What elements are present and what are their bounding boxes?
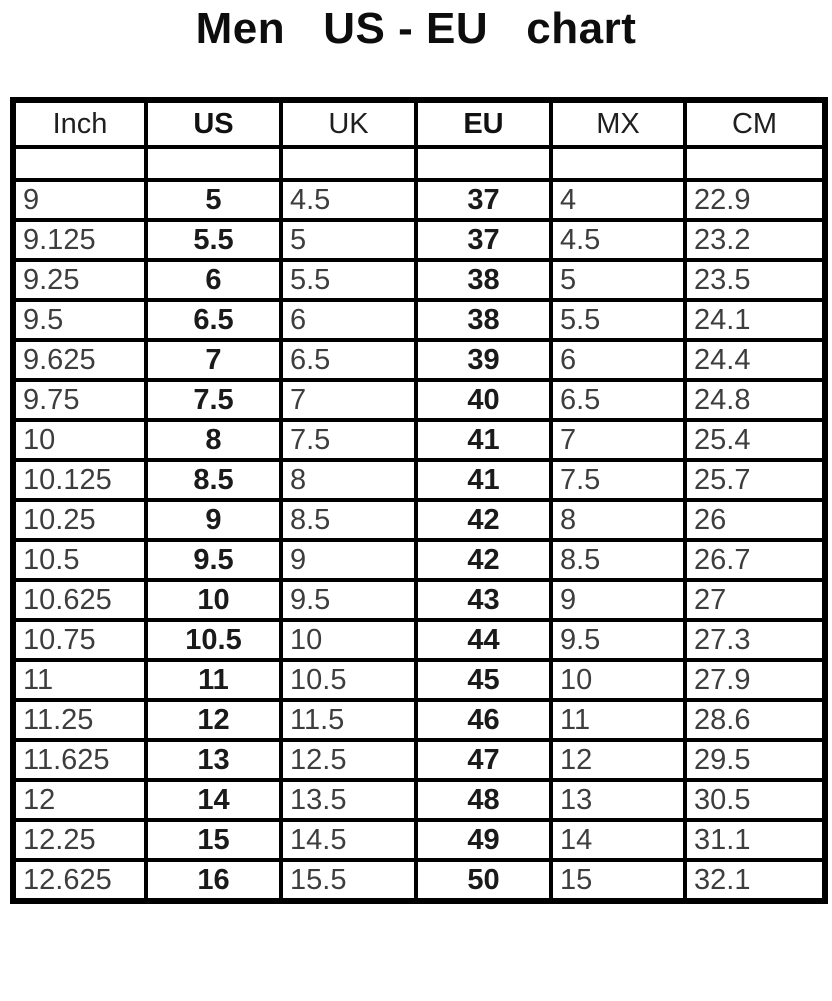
cell-uk: 7.5 xyxy=(281,420,416,460)
cell-inch: 11 xyxy=(13,660,146,700)
cell-inch: 10.125 xyxy=(13,460,146,500)
table-row xyxy=(13,260,825,300)
column-header-us: US xyxy=(146,100,281,147)
cell-uk: 14.5 xyxy=(281,820,416,860)
cell-us: 13 xyxy=(146,740,281,780)
cell-inch: 9.25 xyxy=(13,260,146,300)
cell-eu: 42 xyxy=(416,500,551,540)
spacer-cell xyxy=(13,147,146,180)
cell-cm: 27.3 xyxy=(685,620,825,660)
cell-uk: 8.5 xyxy=(281,500,416,540)
cell-us: 14 xyxy=(146,780,281,820)
cell-cm: 24.4 xyxy=(685,340,825,380)
cell-mx: 6.5 xyxy=(551,380,685,420)
table-row xyxy=(13,180,825,220)
cell-mx: 9 xyxy=(551,580,685,620)
cell-cm: 28.6 xyxy=(685,700,825,740)
cell-uk: 10 xyxy=(281,620,416,660)
cell-eu: 42 xyxy=(416,540,551,580)
spacer-row xyxy=(13,147,825,180)
cell-cm: 27.9 xyxy=(685,660,825,700)
spacer-cell xyxy=(281,147,416,180)
cell-mx: 8 xyxy=(551,500,685,540)
table-row xyxy=(13,740,825,780)
cell-cm: 31.1 xyxy=(685,820,825,860)
cell-us: 6.5 xyxy=(146,300,281,340)
cell-cm: 24.8 xyxy=(685,380,825,420)
spacer-cell xyxy=(551,147,685,180)
table-row xyxy=(13,860,825,901)
cell-cm: 26.7 xyxy=(685,540,825,580)
table-row xyxy=(13,660,825,700)
spacer-cell xyxy=(685,147,825,180)
cell-inch: 10.625 xyxy=(13,580,146,620)
cell-mx: 5.5 xyxy=(551,300,685,340)
cell-uk: 6.5 xyxy=(281,340,416,380)
cell-cm: 27 xyxy=(685,580,825,620)
cell-inch: 12.25 xyxy=(13,820,146,860)
cell-mx: 4.5 xyxy=(551,220,685,260)
cell-cm: 25.4 xyxy=(685,420,825,460)
cell-us: 6 xyxy=(146,260,281,300)
cell-eu: 47 xyxy=(416,740,551,780)
table-row xyxy=(13,420,825,460)
cell-inch: 9.5 xyxy=(13,300,146,340)
table-row xyxy=(13,500,825,540)
cell-inch: 11.625 xyxy=(13,740,146,780)
table-header xyxy=(13,100,825,147)
cell-us: 9 xyxy=(146,500,281,540)
cell-mx: 6 xyxy=(551,340,685,380)
table-row xyxy=(13,580,825,620)
cell-inch: 9.75 xyxy=(13,380,146,420)
cell-mx: 14 xyxy=(551,820,685,860)
cell-eu: 50 xyxy=(416,860,551,901)
cell-mx: 7 xyxy=(551,420,685,460)
cell-uk: 6 xyxy=(281,300,416,340)
cell-cm: 24.1 xyxy=(685,300,825,340)
table-row xyxy=(13,220,825,260)
cell-cm: 32.1 xyxy=(685,860,825,901)
cell-us: 10.5 xyxy=(146,620,281,660)
cell-uk: 5 xyxy=(281,220,416,260)
table-row xyxy=(13,620,825,660)
cell-mx: 5 xyxy=(551,260,685,300)
spacer-cell xyxy=(416,147,551,180)
cell-uk: 10.5 xyxy=(281,660,416,700)
cell-cm: 26 xyxy=(685,500,825,540)
cell-us: 9.5 xyxy=(146,540,281,580)
header-row xyxy=(13,100,825,147)
spacer-cell xyxy=(146,147,281,180)
cell-uk: 5.5 xyxy=(281,260,416,300)
column-header-cm: CM xyxy=(685,100,825,147)
cell-uk: 4.5 xyxy=(281,180,416,220)
table-body xyxy=(13,147,825,901)
column-header-mx: MX xyxy=(551,100,685,147)
cell-us: 5 xyxy=(146,180,281,220)
cell-mx: 12 xyxy=(551,740,685,780)
cell-inch: 11.25 xyxy=(13,700,146,740)
cell-us: 8 xyxy=(146,420,281,460)
cell-inch: 12 xyxy=(13,780,146,820)
cell-inch: 9 xyxy=(13,180,146,220)
cell-uk: 12.5 xyxy=(281,740,416,780)
cell-mx: 15 xyxy=(551,860,685,901)
cell-uk: 7 xyxy=(281,380,416,420)
table-row xyxy=(13,700,825,740)
cell-us: 5.5 xyxy=(146,220,281,260)
table-row xyxy=(13,460,825,500)
cell-eu: 38 xyxy=(416,260,551,300)
cell-eu: 46 xyxy=(416,700,551,740)
cell-uk: 11.5 xyxy=(281,700,416,740)
size-conversion-table xyxy=(10,97,828,904)
cell-us: 7.5 xyxy=(146,380,281,420)
cell-eu: 40 xyxy=(416,380,551,420)
cell-mx: 9.5 xyxy=(551,620,685,660)
cell-cm: 23.5 xyxy=(685,260,825,300)
cell-uk: 8 xyxy=(281,460,416,500)
cell-eu: 44 xyxy=(416,620,551,660)
cell-cm: 25.7 xyxy=(685,460,825,500)
table-row xyxy=(13,820,825,860)
cell-us: 10 xyxy=(146,580,281,620)
cell-inch: 9.125 xyxy=(13,220,146,260)
cell-eu: 37 xyxy=(416,220,551,260)
cell-us: 12 xyxy=(146,700,281,740)
cell-mx: 11 xyxy=(551,700,685,740)
table-row xyxy=(13,780,825,820)
cell-inch: 12.625 xyxy=(13,860,146,901)
cell-eu: 41 xyxy=(416,420,551,460)
cell-uk: 9 xyxy=(281,540,416,580)
cell-inch: 10.5 xyxy=(13,540,146,580)
table-row xyxy=(13,340,825,380)
table-row xyxy=(13,380,825,420)
cell-mx: 10 xyxy=(551,660,685,700)
cell-cm: 22.9 xyxy=(685,180,825,220)
cell-cm: 29.5 xyxy=(685,740,825,780)
cell-eu: 43 xyxy=(416,580,551,620)
cell-us: 11 xyxy=(146,660,281,700)
cell-inch: 10.25 xyxy=(13,500,146,540)
cell-uk: 9.5 xyxy=(281,580,416,620)
cell-mx: 13 xyxy=(551,780,685,820)
table-row xyxy=(13,540,825,580)
cell-uk: 13.5 xyxy=(281,780,416,820)
column-header-uk: UK xyxy=(281,100,416,147)
cell-mx: 8.5 xyxy=(551,540,685,580)
cell-eu: 38 xyxy=(416,300,551,340)
cell-cm: 30.5 xyxy=(685,780,825,820)
cell-inch: 10.75 xyxy=(13,620,146,660)
cell-us: 8.5 xyxy=(146,460,281,500)
cell-eu: 45 xyxy=(416,660,551,700)
cell-eu: 39 xyxy=(416,340,551,380)
cell-mx: 7.5 xyxy=(551,460,685,500)
table-row xyxy=(13,300,825,340)
cell-eu: 41 xyxy=(416,460,551,500)
cell-us: 16 xyxy=(146,860,281,901)
column-header-eu: EU xyxy=(416,100,551,147)
cell-us: 7 xyxy=(146,340,281,380)
cell-mx: 4 xyxy=(551,180,685,220)
column-header-inch: Inch xyxy=(13,100,146,147)
cell-cm: 23.2 xyxy=(685,220,825,260)
cell-us: 15 xyxy=(146,820,281,860)
cell-inch: 9.625 xyxy=(13,340,146,380)
cell-inch: 10 xyxy=(13,420,146,460)
cell-eu: 49 xyxy=(416,820,551,860)
cell-eu: 48 xyxy=(416,780,551,820)
page-title: Men US - EU chart xyxy=(195,4,637,53)
cell-eu: 37 xyxy=(416,180,551,220)
cell-uk: 15.5 xyxy=(281,860,416,901)
